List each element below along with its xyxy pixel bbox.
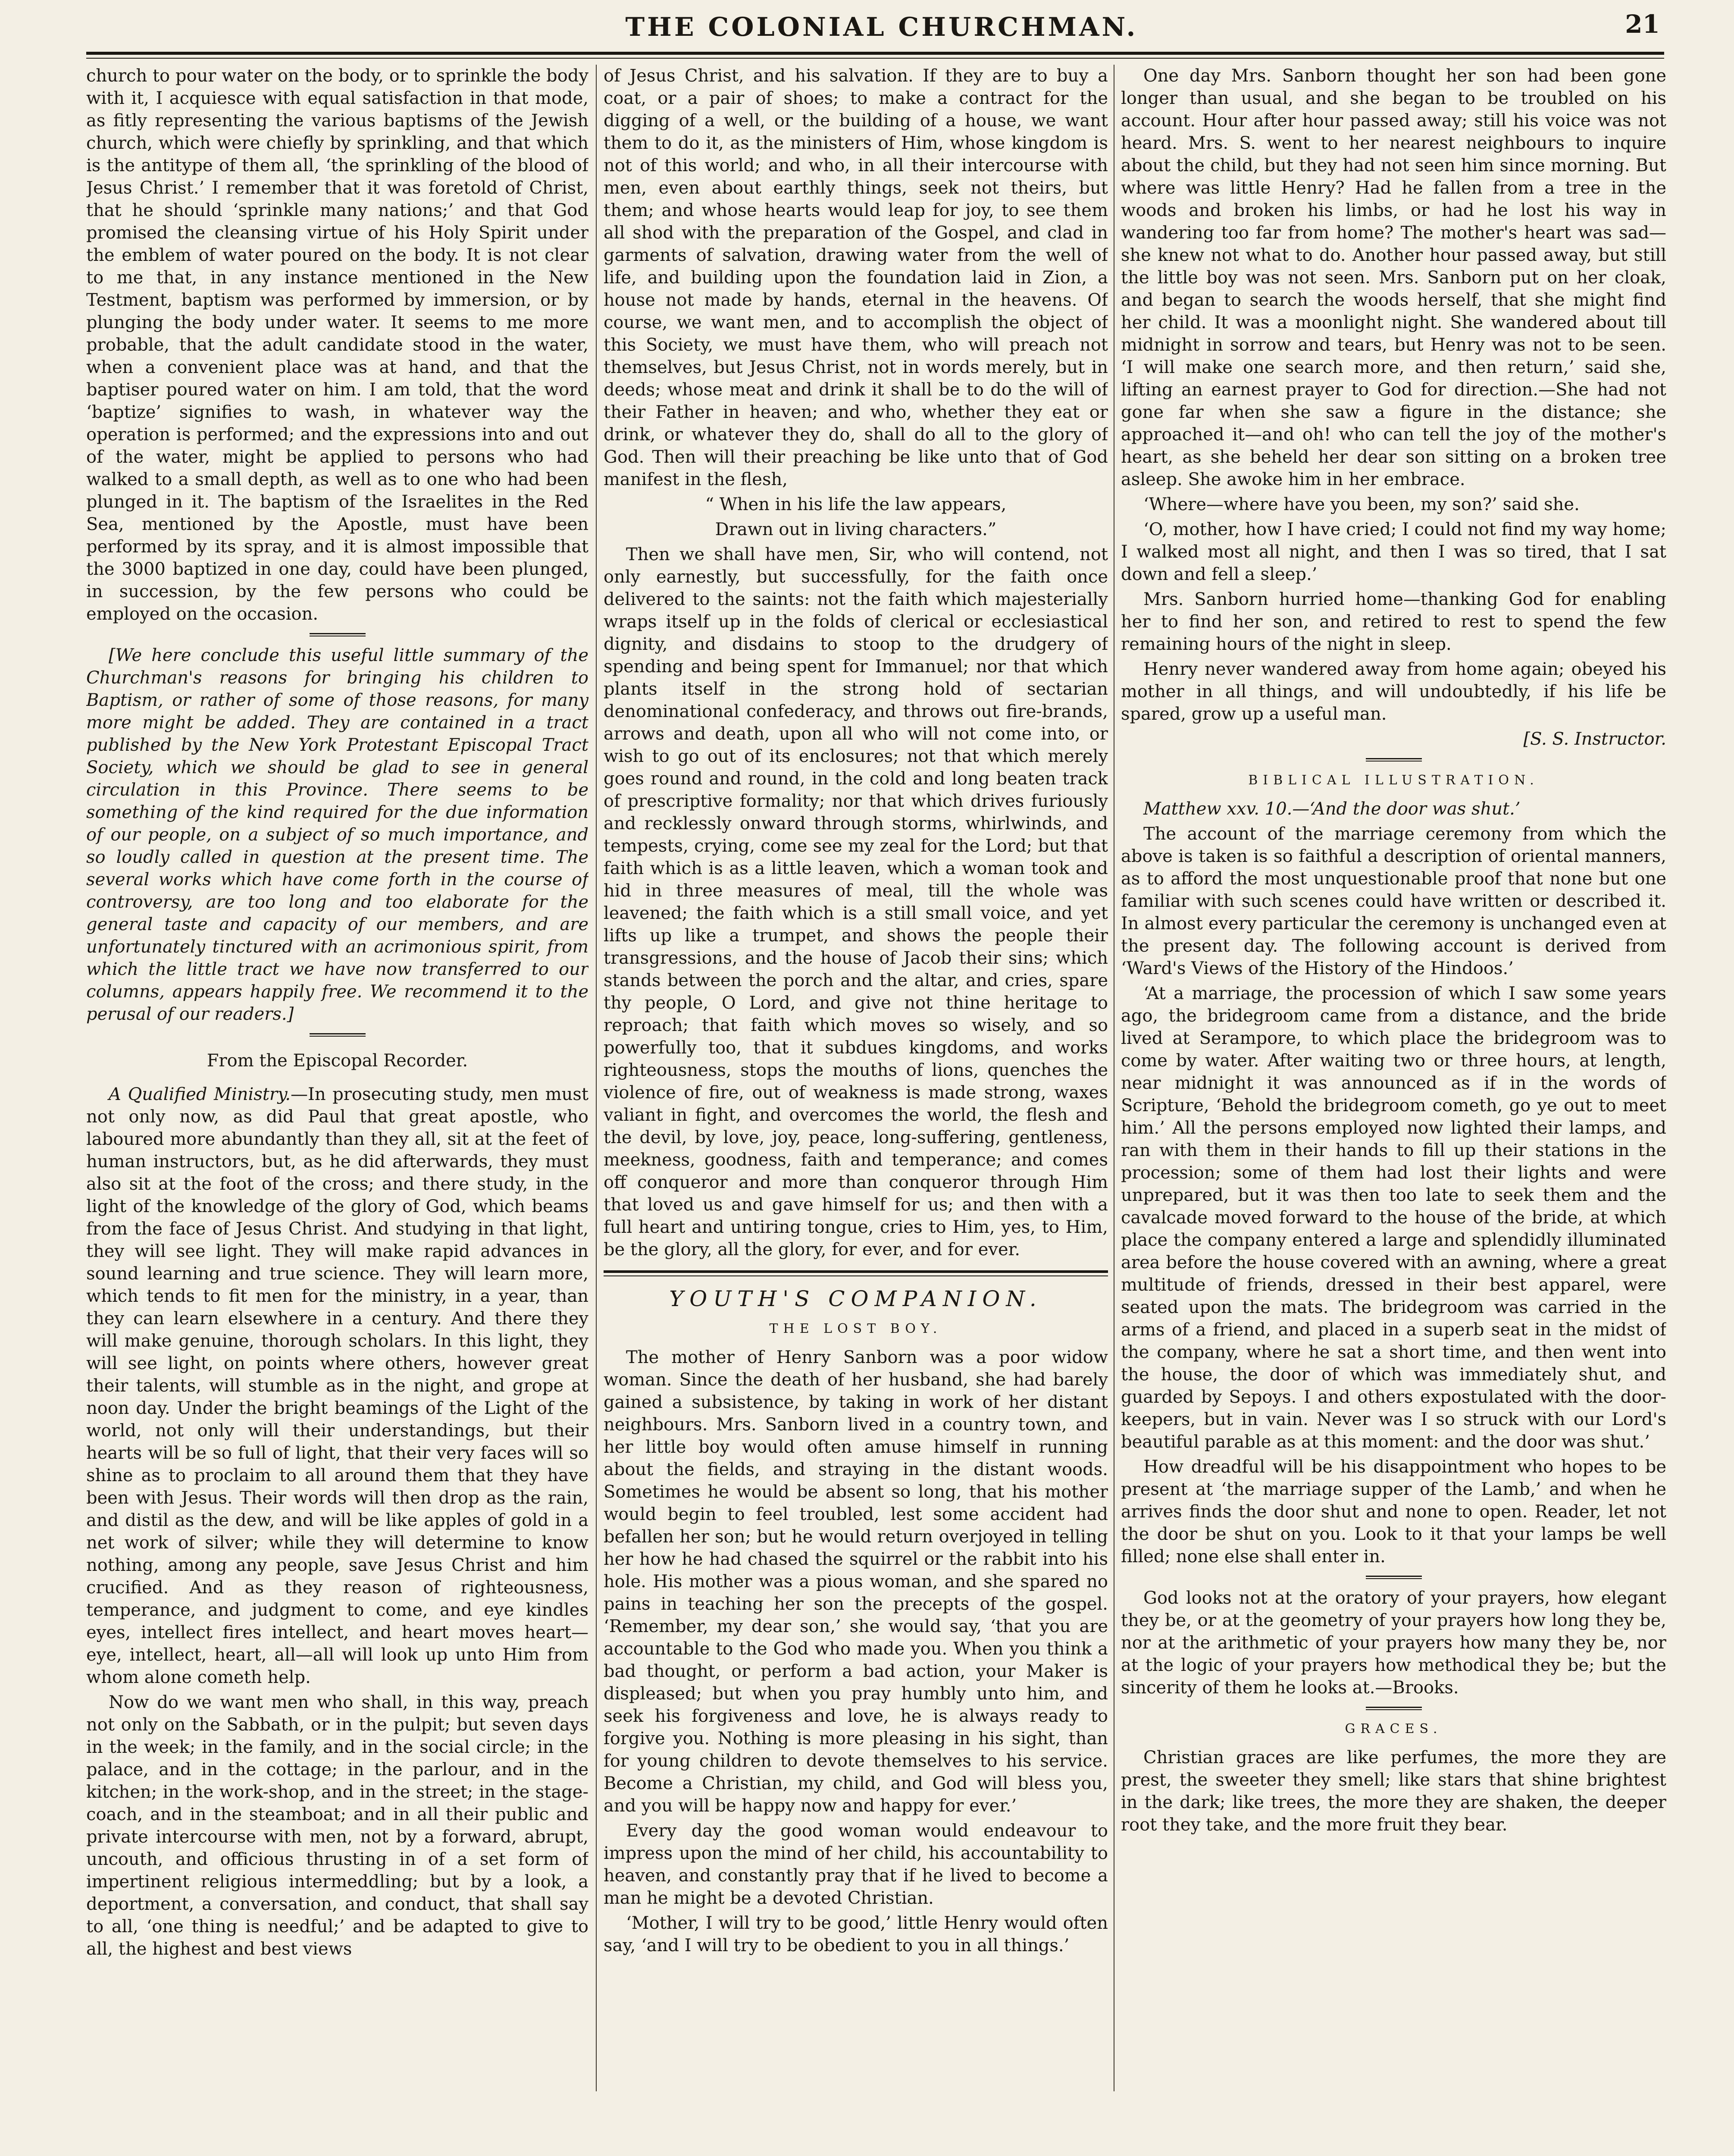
lost-boy-paragraph-7: Mrs. Sanborn hurried home—thanking God for enabling her to find her son, and retired to rest to spend the few remaining hours of the night in sleep. — [1121, 589, 1666, 654]
lost-boy-paragraph-6: ‘O, mother, how I have cried; I could not find my way home; I walked most all night, and then I was so tired, that I sat down and fell a sleep.’ — [1121, 520, 1666, 584]
masthead-title: THE COLONIAL CHURCHMAN. — [625, 12, 1138, 42]
ministry-text: —In prosecuting study, men must not only now, as did Paul that great apostle, who laboured more abundantly than they all, sit at the feet of human instructors, but, as he did afterwards, they must also sit at the foot of the cross; and there study, in the light of the knowledge of the glory of God, which beams from the face of Jesus Christ. And studying in that light, they will see light. They will make rapid advances in sound learning and true science. They will learn more, which tends to fit men for the ministry, in a year, than they can learn elsewhere in a century. And there they will make genuine, thorough scholars. In this light, they will see light, on points where others, however great their talents, will stumble as in the night, and grope at noon day. Under the bright beamings of the Light of the world, not only will their understandings, but their hearts will be so full of light, that their very faces will so shine as to proclaim to all around them that they have been with Jesus. Their words will then drop as the rain, and distil as the dew, and will be like apples of gold in a net work of silver; while they will determine to know nothing, among any people, save Jesus Christ and him crucified. And as they reason of righteousness, temperance, and judgment to come, and eye kindles eyes, intellect fires intellect, and heart moves heart—eye, intellect, heart, all—all will look up unto Him from whom alone cometh help. — [86, 1084, 588, 1687]
biblical-paragraph-1: The account of the marriage ceremony from which the above is taken is so faithful a description of oriental manners, as to afford the most unquestionable proof that none but one familiar with such scenes could have written or described it. In almost every particular the ceremony is unchanged even at the present day. The following account is derived from ‘Ward's Views of the History of the Hindoos.’ — [1121, 824, 1666, 978]
separator — [1366, 1576, 1422, 1579]
ministry-continued: of Jesus Christ, and his salvation. If they are to buy a coat, or a pair of shoes; to make a contract for the digging of a well, or the building of a house, we want them to do it, as the ministers of Him, whose kingdom is not of this world; and who, in all their intercourse with men, even about earthly things, seek not theirs, but them; and whose hearts would leap for joy, to see them all shod with the preparation of the Gospel, and clad in garments of salvation, drawing water from the well of life, and building upon the foundation laid in Zion, a house not made by hands, eternal in the heavens. Of course, we want men, and to accomplish the object of this Society, we must have them, who will preach not themselves, but Jesus Christ, not in words merely, but in deeds; whose meat and drink it shall be to do the will of their Father in heaven; and who, whether they eat or drink, or whatever they do, shall do all to the glory of God. Then will their preaching be like unto that of God manifest in the flesh, — [604, 66, 1108, 489]
separator — [310, 633, 366, 636]
recorder-heading: From the Episcopal Recorder. — [207, 1051, 468, 1071]
graces-paragraph: Christian graces are like perfumes, the more they are prest, the sweeter they smell; like stars that shine brightest in the dark; like trees, the more they are shaken, the deeper root they take, and the more fruit they bear. — [1121, 1748, 1666, 1835]
lost-boy-paragraph-8: Henry never wandered away from home again; obeyed his mother in all things, and will undoubtedly, if his life be spared, grow up a useful man. — [1121, 659, 1666, 724]
ministry-lead: A Qualified Ministry. — [109, 1084, 291, 1104]
lost-boy-paragraph-1: The mother of Henry Sanborn was a poor widow woman. Since the death of her husband, she had barely gained a subsistence, by taking in work of her distant neighbours. Mrs. Sanborn lived in a country town, and her little boy would often amuse himself in running about the fields, and straying in the distant woods. Sometimes he would be absent so long, that his mother would begin to feel troubled, lest some accident had befallen her son; but he would return overjoyed in telling her how he had chased the squirrel or the rabbit into his hole. His mother was a pious woman, and she spared no pains in teaching her son the precepts of the gospel. ‘Remember, my dear son,’ she would say, ‘that you are accountable to the God who made you. When you think a bad thought, or perform a bad action, your Maker is displeased; but when you pray humbly unto him, and seek his forgiveness and love, he is always ready to forgive you. Nothing is more pleasing in his sight, than for young children to devote themselves to his service. Become a Christian, my child, and God will bless you, and you will be happy now and happy for ever.’ — [604, 1348, 1108, 1816]
ministry-paragraph-1 — [86, 1083, 588, 1689]
biblical-paragraph-3: How dreadful will be his disappointment who hopes to be present at ‘the marriage supper of the Lamb,’ and when he arrives finds the door shut and none to open. Reader, let not the door be shut on you. Look to it that your lamps be well filled; none else shall enter in. — [1121, 1457, 1666, 1567]
separator — [1366, 1707, 1422, 1710]
section-rule — [604, 1270, 1108, 1276]
column-2 — [604, 65, 1108, 2156]
column-divider-1 — [596, 65, 597, 2091]
youths-companion-heading: YOUTH'S COMPANION. — [669, 1286, 1042, 1311]
biblical-paragraph-2: ‘At a marriage, the procession of which I saw some years ago, the bridegroom came from a distance, and the bride lived at Serampore, to which place the bridegroom was to come by water. After waiting two or three hours, at length, near midnight it was announced as if in the words of Scripture, ‘Behold the bridegroom cometh, go ye out to meet him.’ All the persons employed now lighted their lamps, and ran with them in their hands to fill up their stations in the procession; some of them had lost their lights and were unprepared, but it was then too late to seek them and the cavalcade moved forward to the house of the bride, at which place the company entered a large and splendidly illuminated area before the house covered with an awning, where a great multitude of friends, dressed in their best apparel, were seated upon the mats. The bridegroom was carried in the arms of a friend, and placed in a superb seat in the midst of the company, where he sat a short time, and then went into the house, the door of which was immediately shut, and guarded by Sepoys. I and others expostulated with the door-keepers, but in vain. Never was I so struck with our Lord's beautiful parable as at this moment: and the door was shut.’ — [1121, 984, 1666, 1452]
masthead-rule — [86, 52, 1664, 55]
masthead — [86, 9, 1677, 66]
lost-boy-heading: THE LOST BOY. — [769, 1321, 942, 1336]
baptism-paragraph: church to pour water on the body, or to sprinkle the body with it, I acquiesce with equal satisfaction in that mode, as fitly representing the various baptisms of the Jewish church, which were chiefly by sprinkling, and that which is the antitype of them all, ‘the sprinkling of the blood of Jesus Christ.’ I remember that it was foretold of Christ, that he should ‘sprinkle many nations;’ and that God promised the cleansing virtue of his Holy Spirit under the emblem of water poured on the body. It is not clear to me that, in any instance mentioned in the New Testment, baptism was performed by immersion, or by plunging the body under water. It seems to me more probable, that the adult candidate stood in the water, when a convenient place was at hand, and that the baptiser poured water on him. I am told, that the word ‘baptize’ signifies to wash, in whatever way the operation is performed; and the expressions into and out of the water, might be applied to persons who had walked to a small depth, as well as to one who had been plunged in it. The baptism of the Israelites in the Red Sea, mentioned by the Apostle, must have been performed by its spray, and it is almost impossible that the 3000 baptized in one day, could have been plunged, in succession, by the few persons who could be employed on the occasion. — [86, 66, 588, 624]
separator — [310, 1033, 366, 1037]
masthead-rule-thin — [86, 58, 1664, 59]
biblical-illustration-heading: BIBLICAL ILLUSTRATION. — [1248, 773, 1539, 788]
verse-line-1: “ When in his life the law appears, — [705, 495, 1007, 514]
source-signature: [S. S. Instructor. — [1523, 729, 1666, 749]
editorial-note — [86, 644, 588, 1025]
faith-paragraph: Then we shall have men, Sir, who will contend, not only earnestly, but successfully, for the faith once delivered to the saints: not the faith which majesterially wraps itself up in the folds of clerical or ecclesiastical dignity, and disdains to stoop to the drudgery of spending and being spent for Immanuel; nor that which plants itself in the strong hold of sectarian denominational confederacy, and throws out fire-brands, arrows and death, upon all who will not come into, or wish to go out of its enclosures; not that which merely goes round and round, in the cold and long beaten track of prescriptive formality; nor that which drives furiously and recklessly onward through storms, whirlwinds, and tempests, crying, come see my zeal for the Lord; but that faith which is as a little leaven, which a woman took and hid in three measures of meal, till the whole was leavened; the faith which is a still small voice, and yet lifts up like a trumpet, and shows the people their transgressions, and the house of Jacob their sins; which stands between the porch and the altar, and cries, spare thy people, O Lord, and give not thine heritage to reproach; that faith which moves so wisely, and so powerfully too, that it subdues kingdoms, and works righteousness, stops the mouths of lions, quenches the violence of fire, out of weakness is made strong, waxes valiant in fight, and overcomes the world, the flesh and the devil, by love, joy, peace, long-suffering, gentleness, meekness, goodness, faith and temperance; and comes off conqueror and more than conqueror through Him that loved us and gave himself for us; and then with a full heart and untiring tongue, cries to Him, yes, to Him, be the glory, all the glory, for ever, and for ever. — [604, 545, 1108, 1260]
lost-boy-paragraph-2: Every day the good woman would endeavour to impress upon the mind of her child, his accountability to heaven, and constantly pray that if he lived to become a man he might be a devoted Christian. — [604, 1821, 1108, 1908]
separator — [1366, 758, 1422, 761]
lost-boy-paragraph-5: ‘Where—where have you been, my son?’ said she. — [1143, 495, 1580, 514]
scripture-reference: Matthew xxv. 10.—‘And the door was shut.’ — [1143, 799, 1521, 819]
editorial-paragraph: [We here conclude this useful little summary of the Churchman's reasons for bringing his children to Baptism, or rather of some of those reasons, for many more might be added. They are contained in a tract published by the New York Protestant Episcopal Tract Society, which we should be glad to see in general circulation in this Province. There seems to be something of the kind required for the due information of our people, on a subject of so much importance, and so loudly called in question at the present time. The several works which have come forth in the course of controversy, are too long and too elaborate for the general taste and capacity of our members, and are unfortunately tinctured with an acrimonious spirit, from which the little tract we have now transferred to our columns, appears happily free. We recommend it to the perusal of our readers.] — [86, 646, 588, 1024]
prayers-paragraph: God looks not at the oratory of your prayers, how elegant they be, or at the geometry of your prayers how long they be, nor at the arithmetic of your prayers how many they be, nor at the logic of your prayers how methodical they be; but the sincerity of them he looks at.—Brooks. — [1121, 1588, 1666, 1698]
verse-line-2: Drawn out in living characters.” — [715, 520, 997, 539]
column-1 — [86, 65, 588, 2156]
graces-heading: GRACES. — [1345, 1721, 1443, 1736]
lost-boy-paragraph-4: One day Mrs. Sanborn thought her son had been gone longer than usual, and she began to be troubled on his account. Hour after hour passed away; still his voice was not heard. Mrs. S. went to her nearest neighbours to inquire about the child, but they had not seen him since morning. But where was little Henry? Had he fallen from a tree in the woods and broken his limbs, or had he lost his way in wandering too far from home? The mother's heart was sad—she knew not what to do. Another hour passed away, but still the little boy was not seen. Mrs. Sanborn put on her cloak, and began to search the woods herself, that she might find her child. It was a moonlight night. She wandered about till midnight in sorrow and tears, but Henry was not to be seen. ‘I will make one search more, and then return,’ said she, lifting an earnest prayer to God for direction.—She had not gone far when she saw a figure in the distance; she approached it—and oh! who can tell the joy of the mother's heart, as she beheld her dear son sitting on a broken tree asleep. She awoke him in her embrace. — [1121, 66, 1666, 489]
ministry-paragraph-2: Now do we want men who shall, in this way, preach not only on the Sabbath, or in the pulpit; but seven days in the week; in the family, and in the social circle; in the palace, and in the cottage; in the parlour, and in the kitchen; in the work-shop, and in the street; in the stage-coach, and in the steamboat; and in all their public and private intercourse with men, not by a forward, abrupt, uncouth, and officious thrusting in of a set form of impertinent religious intermeddling; but by a look, a deportment, a conversation, and conduct, that shall say to all, ‘one thing is needful;’ and be adapted to give to all, the highest and best views — [86, 1692, 588, 1959]
lost-boy-paragraph-3: ‘Mother, I will try to be good,’ little Henry would often say, ‘and I will try to be obedient to you in all things.’ — [604, 1913, 1108, 1955]
column-3 — [1121, 65, 1666, 2156]
page-number: 21 — [1625, 9, 1660, 39]
